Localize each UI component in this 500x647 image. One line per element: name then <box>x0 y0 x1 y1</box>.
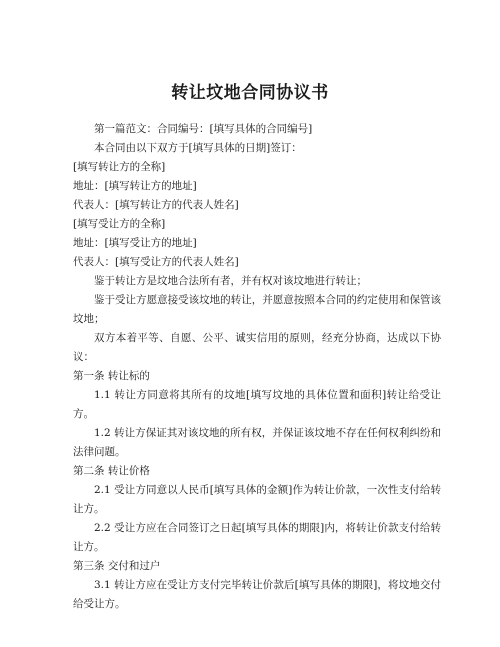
clause: 2.1 受让方同意以人民币[填写具体的金额]作为转让价款，一次性支付给转让方。 <box>73 484 441 515</box>
paragraph: 鉴于受让方愿意接受该坟地的转让，并愿意按照本合同的约定使用和保管该坟地； <box>73 294 441 325</box>
article-heading: 第二条 转让价格 <box>73 465 150 477</box>
clause: 3.1 转让方应在受让方支付完毕转让价款后[填写具体的期限]，将坟地交付给受让方。 <box>73 579 441 610</box>
party-line: 地址：[填写转让方的地址] <box>73 180 197 192</box>
document-title: 转让坟地合同协议书 <box>171 83 329 103</box>
article-heading: 第一条 转让标的 <box>73 370 150 382</box>
party-line: [填写受让方的全称] <box>73 218 166 230</box>
party-line: 代表人：[填写受让方的代表人姓名] <box>73 256 239 268</box>
clause: 1.1 转让方同意将其所有的坟地[填写坟地的具体位置和面积]转让给受让方。 <box>73 389 441 420</box>
party-line: 代表人：[填写转让方的代表人姓名] <box>73 199 239 211</box>
clause: 1.2 转让方保证其对该坟地的所有权，并保证该坟地不存在任何权利纠纷和法律问题。 <box>73 427 441 458</box>
party-line: [填写转让方的全称] <box>73 161 166 173</box>
clause: 2.2 受让方应在合同签订之日起[填写具体的期限]内，将转让价款支付给转让方。 <box>73 522 441 553</box>
paragraph: 双方本着平等、自愿、公平、诚实信用的原则，经充分协商，达成以下协议： <box>73 332 441 363</box>
paragraph: 本合同由以下双方于[填写具体的日期]签订： <box>94 142 302 154</box>
document-body <box>73 120 441 614</box>
article-heading: 第三条 交付和过户 <box>73 560 161 572</box>
paragraph: 第一篇范文：合同编号：[填写具体的合同编号] <box>94 123 313 135</box>
party-line: 地址：[填写受让方的地址] <box>73 237 197 249</box>
paragraph: 鉴于转让方是坟地合法所有者，并有权对该坟地进行转让； <box>94 275 367 287</box>
